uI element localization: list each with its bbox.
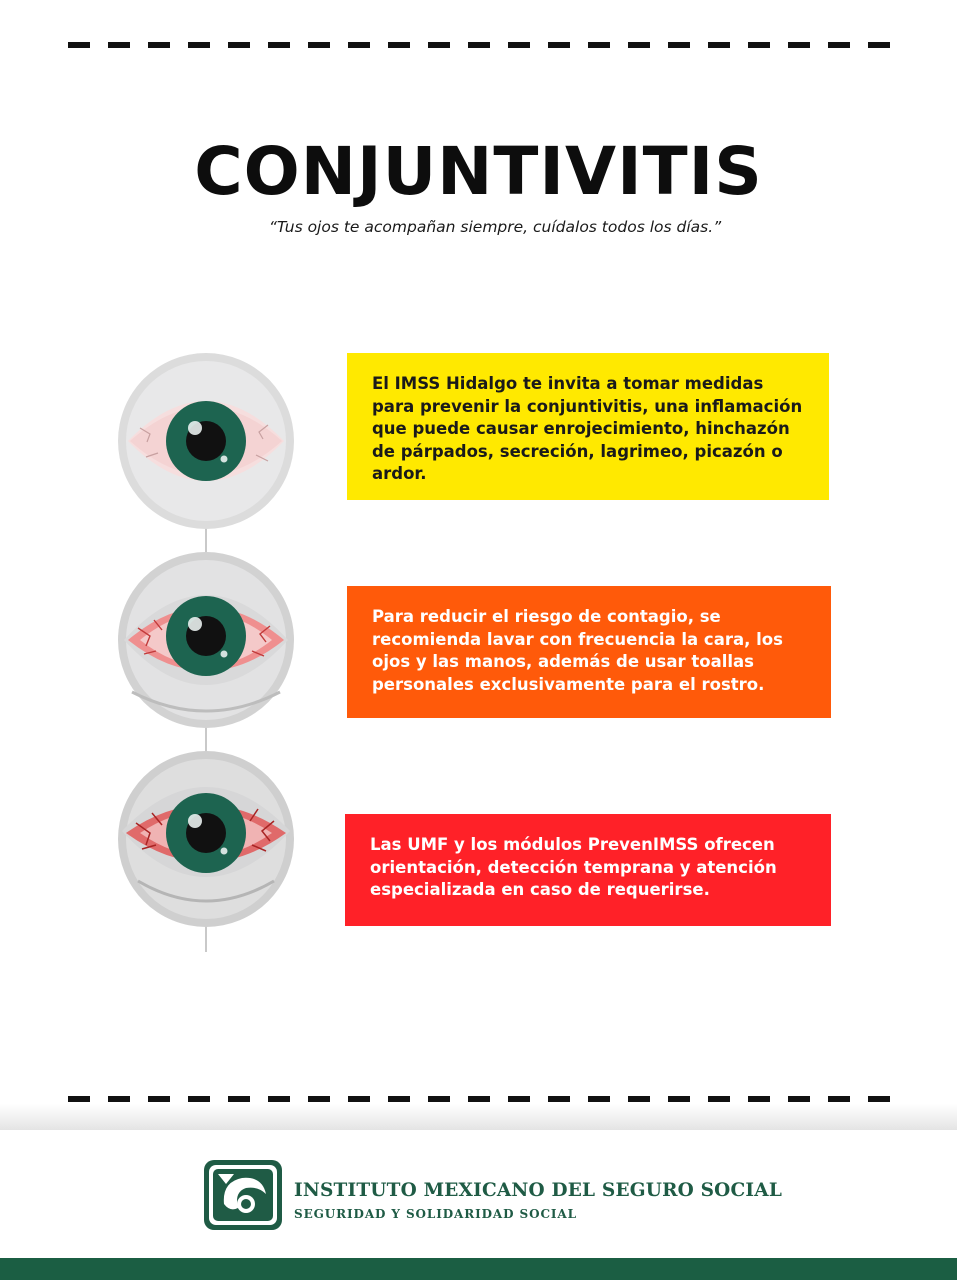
bottom-dashed-divider — [68, 1096, 890, 1102]
info-card-services: Las UMF y los módulos PrevenIMSS ofrecen orientación, detección temprana y atención especializada en caso de requerirse. — [345, 814, 831, 926]
org-name: INSTITUTO MEXICANO DEL SEGURO SOCIAL — [294, 1180, 783, 1201]
imss-logo-icon — [204, 1160, 282, 1230]
top-dashed-divider — [68, 42, 890, 48]
page-subtitle: “Tus ojos te acompañan siempre, cuídalos todos los días.” — [268, 218, 722, 236]
footer-brand-bar — [0, 1258, 957, 1280]
page-title: CONJUNTIVITIS — [194, 133, 763, 210]
red-eye-icon — [118, 353, 294, 529]
org-motto: SEGURIDAD Y SOLIDARIDAD SOCIAL — [294, 1207, 577, 1221]
info-card-prevention: El IMSS Hidalgo te invita a tomar medidas para prevenir la conjuntivitis, una inflamación que puede causar enrojecimiento, hinchazón de párpados, secreción, lagrimeo, picazón o ardor. — [347, 353, 829, 500]
red-eye-icon — [118, 552, 294, 728]
info-card-hygiene: Para reducir el riesgo de contagio, se recomienda lavar con frecuencia la cara, los ojos y las manos, además de usar toallas personales exclusivamente para el rostro. — [347, 586, 831, 718]
red-eye-icon — [118, 751, 294, 927]
footer-shadow — [0, 1104, 957, 1130]
